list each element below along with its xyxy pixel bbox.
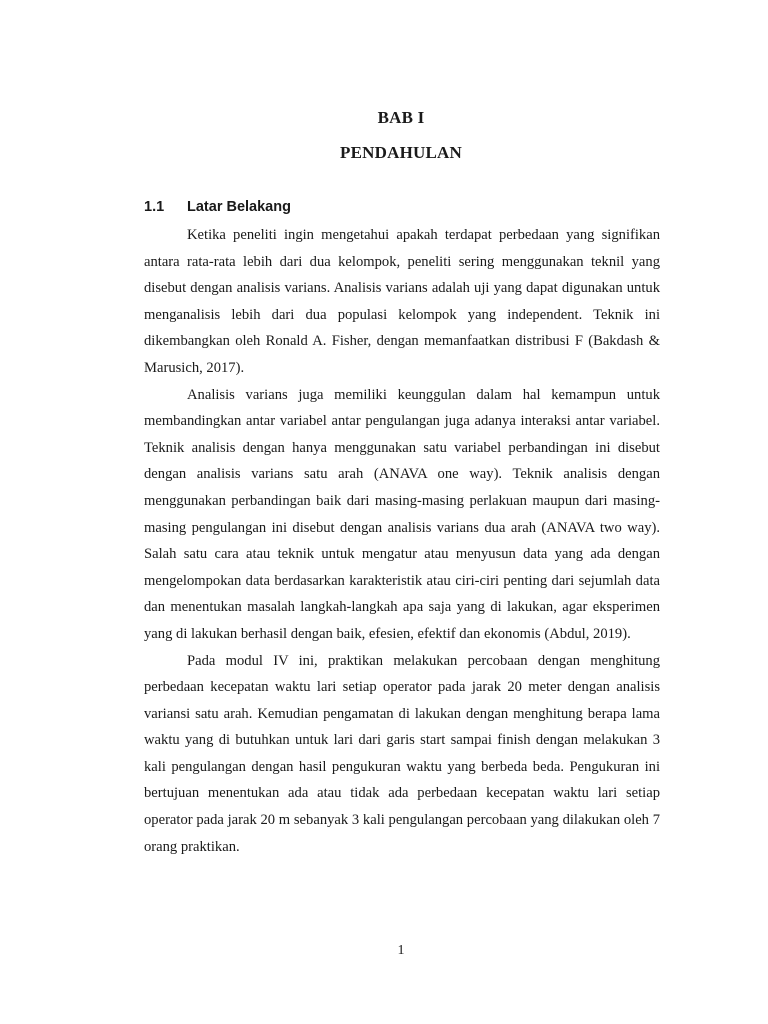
body-text [144, 222, 660, 860]
section-title: Latar Belakang [187, 199, 291, 215]
chapter-number: BAB I [377, 108, 425, 127]
section-number: 1.1 [144, 199, 165, 215]
section-heading [144, 199, 291, 215]
paragraph-1: Ketika peneliti ingin mengetahui apakah terdapat perbedaan yang signifikan antara rata-rata lebih dari dua kelompok, peneliti sering menggunakan teknil yang disebut dengan analisis varians. Analisis varians adalah uji yang dapat digunakan untuk menganalisis lebih dari dua populasi kelompok yang independent. Teknik ini dikembangkan oleh Ronald A. Fisher, dengan memanfaatkan distribusi F (Bakdash & Marusich, 2017). [144, 227, 660, 376]
page-number: 1 [397, 943, 405, 958]
chapter-title: PENDAHULAN [340, 143, 462, 162]
paragraph-2: Analisis varians juga memiliki keunggulan dalam hal kemampun untuk membandingkan antar variabel antar pengulangan juga adanya interaksi antar variabel. Teknik analisis dengan hanya menggunakan satu variabel perbandingan ini disebut dengan analisis varians satu arah (ANAVA one way). Teknik analisis dengan menggunakan perbandingan baik dari masing-masing perlakuan maupun dari masing-masing pengulangan ini disebut dengan analisis varians dua arah (ANAVA two way). Salah satu cara atau teknik untuk mengatur atau menyusun data yang ada dengan mengelompokan data berdasarkan karakteristik atau ciri-ciri penting dari sejumlah data dan menentukan masalah langkah-langkah apa saja yang di lakukan, agar eksperimen yang di lakukan berhasil dengan baik, efesien, efektif dan ekonomis (Abdul, 2019). [144, 386, 660, 642]
paragraph-3: Pada modul IV ini, praktikan melakukan percobaan dengan menghitung perbedaan kecepatan waktu lari setiap operator pada jarak 20 meter dengan analisis variansi satu arah. Kemudian pengamatan di lakukan dengan menghitung berapa lama waktu yang di butuhkan untuk lari dari garis start sampai finish dengan melakukan 3 kali pengulangan dengan hasil pengukuran waktu yang berbeda beda. Pengukuran ini bertujuan menentukan ada atau tidak ada perbedaan kecepatan waktu lari setiap operator pada jarak 20 m sebanyak 3 kali pengulangan percobaan yang dilakukan oleh 7 orang praktikan. [144, 652, 660, 855]
